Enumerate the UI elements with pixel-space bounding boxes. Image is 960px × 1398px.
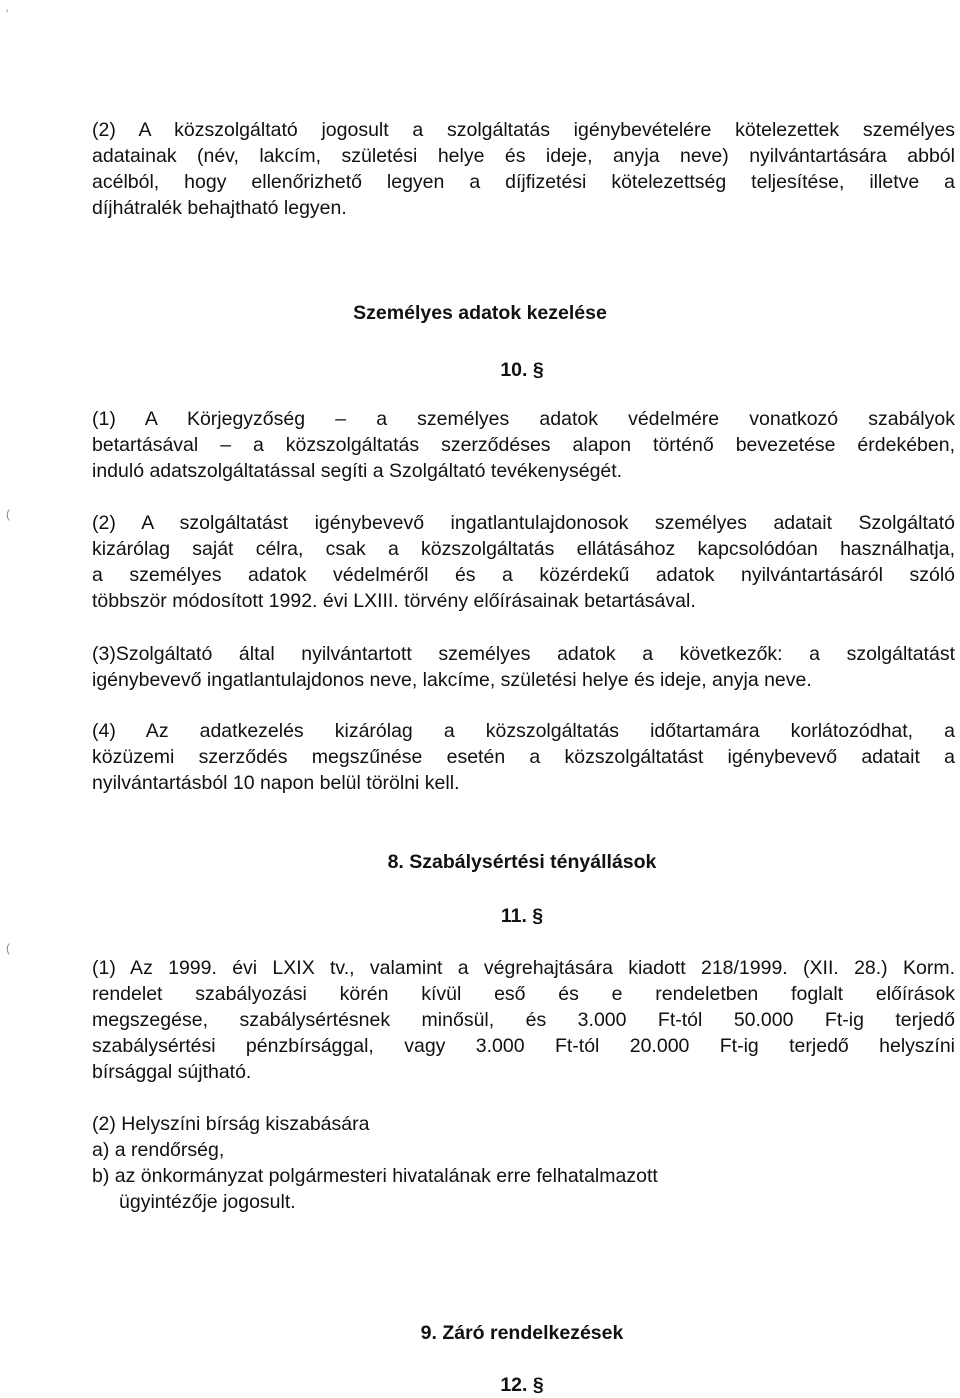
list-item-continuation: ügyintézője jogosult. — [119, 1191, 296, 1213]
paragraph-number-10: 10. § — [500, 359, 544, 381]
paragraph-11-1 — [92, 955, 955, 1085]
text-line: bírsággal sújtható. — [92, 1061, 252, 1083]
intro-paragraph — [92, 117, 955, 221]
text-line: (3)Szolgáltató által nyilvántartott személyes adatok a következők: a szolgáltatást — [92, 643, 955, 665]
scan-speck: ( — [6, 507, 10, 521]
text-line: többször módosított 1992. évi LXIII. törvény előírásainak betartásával. — [92, 590, 696, 612]
text-line: induló adatszolgáltatással segíti a Szolgáltató tevékenységét. — [92, 460, 623, 482]
section-heading-offences: 8. Szabálysértési tényállások — [387, 851, 657, 873]
text-line: (1) Az 1999. évi LXIX tv., valamint a végrehajtására kiadott 218/1999. (XII. 28.) Korm. — [92, 957, 955, 979]
text-line: (2) Helyszíni bírság kiszabására — [92, 1113, 370, 1135]
text-line: szabálysértési pénzbírsággal, vagy 3.000 Ft-tól 20.000 Ft-ig terjedő helyszíni — [92, 1035, 955, 1057]
section-heading-personal-data: Személyes adatok kezelése — [353, 302, 607, 324]
text-line: adatainak (név, lakcím, születési helye és ideje, anyja neve) nyilvántartására abból — [92, 145, 955, 167]
text-line: betartásával – a közszolgáltatás szerződéses alapon történő bevezetése érdekében, — [92, 434, 955, 456]
text-line: a személyes adatok védelméről és a közérdekű adatok nyilvántartásáról szóló — [92, 564, 955, 586]
paragraph-11-2 — [92, 1111, 955, 1215]
text-line: rendelet szabályozási körén kívül eső és e rendeletben foglalt előírások — [92, 983, 955, 1005]
list-item: b) az önkormányzat polgármesteri hivatalának erre felhatalmazott — [92, 1165, 658, 1187]
paragraph-10-3 — [92, 641, 955, 693]
scan-speck: ( — [6, 941, 10, 955]
text-line: megszegése, szabálysértésnek minősül, és 3.000 Ft-tól 50.000 Ft-ig terjedő — [92, 1009, 955, 1031]
paragraph-10-4 — [92, 718, 955, 796]
list-item: a) a rendőrség, — [92, 1139, 225, 1161]
paragraph-10-1 — [92, 406, 955, 484]
text-line: (2) A szolgáltatást igénybevevő ingatlantulajdonosok személyes adatait Szolgáltató — [92, 512, 955, 534]
text-line: nyilvántartásból 10 napon belül törölni kell. — [92, 772, 460, 794]
text-line: acélból, hogy ellenőrizhető legyen a díjfizetési kötelezettség teljesítése, illetve a — [92, 171, 955, 193]
section-heading-final: 9. Záró rendelkezések — [420, 1322, 624, 1344]
text-line: díjhátralék behajtható legyen. — [92, 197, 347, 219]
text-line: (2) A közszolgáltató jogosult a szolgáltatás igénybevételére kötelezettek személyes — [92, 119, 955, 141]
paragraph-number-11: 11. § — [500, 905, 544, 927]
text-line: igénybevevő ingatlantulajdonos neve, lakcíme, születési helye és ideje, anyja neve. — [92, 669, 812, 691]
text-line: (4) Az adatkezelés kizárólag a közszolgáltatás időtartamára korlátozódhat, a — [92, 720, 955, 742]
paragraph-number-12: 12. § — [500, 1374, 544, 1396]
text-line: (1) A Körjegyzőség – a személyes adatok védelmére vonatkozó szabályok — [92, 408, 955, 430]
scan-speck: ' — [6, 7, 9, 21]
text-line: közüzemi szerződés megszűnése esetén a közszolgáltatást igénybevevő adatait a — [92, 746, 955, 768]
paragraph-10-2 — [92, 510, 955, 614]
text-line: kizárólag saját célra, csak a közszolgáltatás ellátásához kapcsolódóan használhatja, — [92, 538, 955, 560]
